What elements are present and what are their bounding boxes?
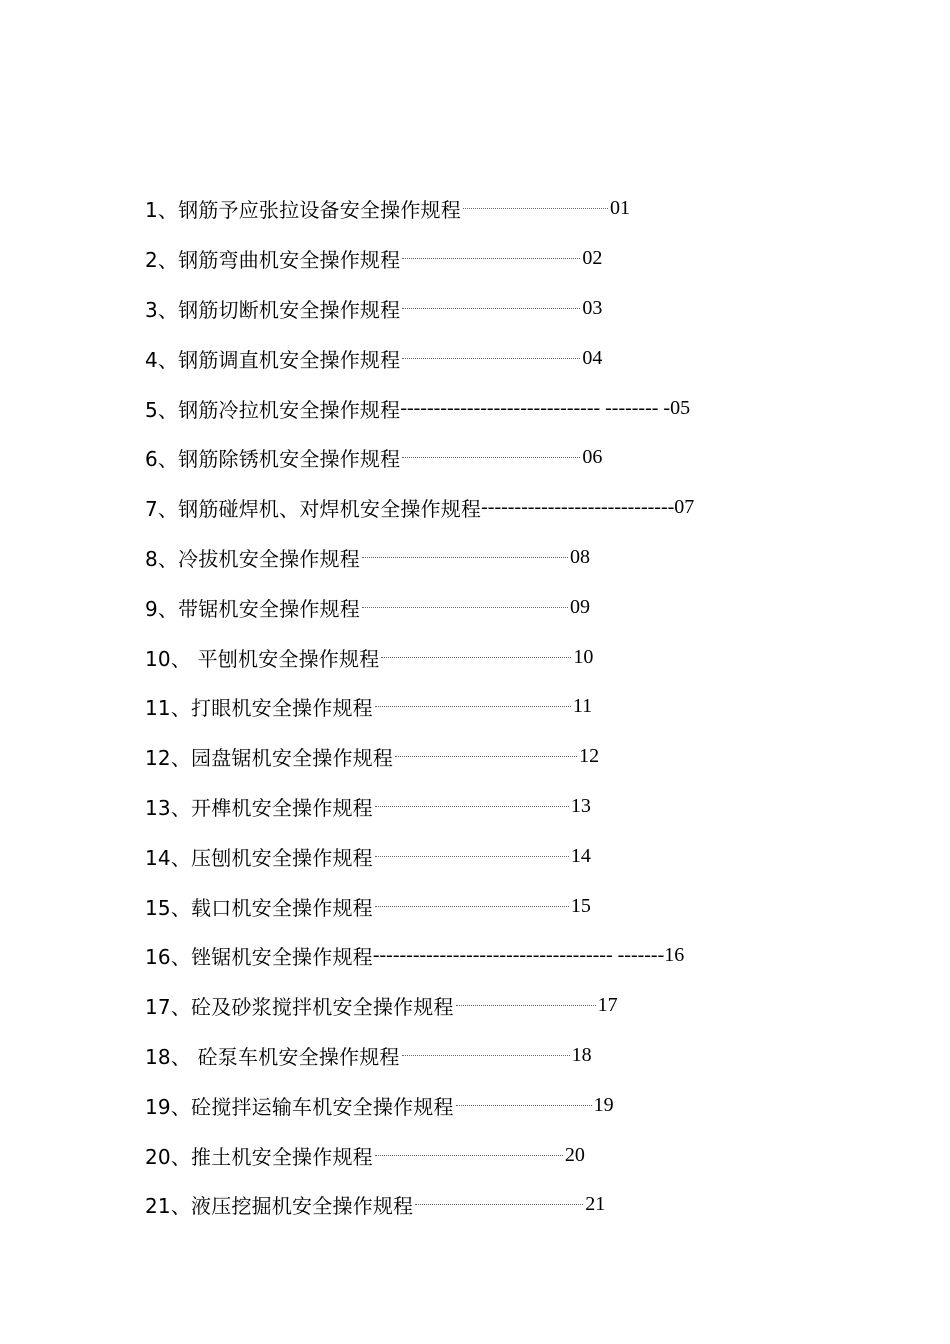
toc-entry-label: 5、钢筋冷拉机安全操作规程 [145,397,401,422]
toc-dot-leader [381,657,571,658]
toc-page-number: 03 [582,296,603,319]
toc-page-number: 13 [570,794,591,817]
toc-page-number: 20 [564,1143,585,1166]
toc-entry-label: 12、园盘锯机安全操作规程 [145,746,394,771]
toc-entry-21[interactable] [145,1180,845,1230]
toc-entry-label: 16、锉锯机安全操作规程 [145,945,373,970]
toc-entry-7[interactable] [145,483,845,533]
toc-page-number: 08 [569,545,590,568]
toc-dash-leader-page-number: ------------------------------------ -------16 [372,944,685,967]
toc-page-number: 19 [593,1093,614,1116]
toc-page-number: 02 [582,247,603,270]
toc-entry-label: 17、砼及砂浆搅拌机安全操作规程 [145,995,454,1020]
toc-entry-label: 2、钢筋弯曲机安全操作规程 [145,248,401,273]
toc-dash-leader-page-number: -----------------------------07 [481,496,695,519]
toc-entry-19[interactable] [145,1080,845,1130]
toc-entry-1[interactable] [145,184,845,234]
toc-page-number: 21 [585,1193,606,1216]
toc-page-number: 06 [582,446,603,469]
toc-entry-20[interactable] [145,1130,845,1180]
toc-entry-label: 20、推土机安全操作规程 [145,1144,373,1169]
toc-dot-leader [362,557,568,558]
toc-page-number: 09 [569,595,590,618]
toc-entry-label: 3、钢筋切断机安全操作规程 [145,297,401,322]
toc-dot-leader [402,258,580,259]
toc-dot-leader [375,1155,563,1156]
toc-entry-label: 6、钢筋除锈机安全操作规程 [145,447,401,472]
toc-page-number: 18 [571,1043,592,1066]
toc-entry-label: 8、冷拔机安全操作规程 [145,546,360,571]
toc-entry-label: 14、压刨机安全操作规程 [145,845,373,870]
toc-entry-4[interactable] [145,333,845,383]
toc-entry-label: 7、钢筋碰焊机、对焊机安全操作规程 [145,497,482,522]
toc-page-number: 10 [573,645,594,668]
toc-dot-leader [456,1105,592,1106]
toc-dot-leader [415,1204,583,1205]
toc-page-number: 12 [579,745,600,768]
toc-entry-label: 18、 砼泵车机安全操作规程 [145,1044,400,1069]
toc-page-number: 17 [597,994,618,1017]
toc-dot-leader [463,208,608,209]
toc-page-number: 14 [570,844,591,867]
toc-entry-11[interactable] [145,682,845,732]
toc-dot-leader [395,756,577,757]
toc-dot-leader [375,806,569,807]
toc-entry-6[interactable] [145,433,845,483]
toc-dot-leader [402,457,580,458]
toc-entry-10[interactable] [145,632,845,682]
toc-entry-16[interactable] [145,931,845,981]
toc-entry-14[interactable] [145,831,845,881]
toc-entry-9[interactable] [145,582,845,632]
toc-entry-8[interactable] [145,533,845,583]
toc-entry-2[interactable] [145,234,845,284]
toc-entry-15[interactable] [145,881,845,931]
toc-entry-label: 10、 平刨机安全操作规程 [145,646,380,671]
toc-dot-leader [402,308,580,309]
toc-page-number: 01 [609,197,630,220]
toc-entry-label: 13、开榫机安全操作规程 [145,795,373,820]
toc-entry-label: 21、液压挖掘机安全操作规程 [145,1194,414,1219]
toc-dot-leader [456,1005,596,1006]
toc-dot-leader [375,906,569,907]
toc-dot-leader [375,856,569,857]
toc-entry-label: 4、钢筋调直机安全操作规程 [145,347,401,372]
toc-dot-leader [402,358,580,359]
table-of-contents [145,184,845,1230]
toc-dot-leader [402,1055,570,1056]
toc-entry-label: 9、带锯机安全操作规程 [145,596,360,621]
toc-entry-label: 15、载口机安全操作规程 [145,895,373,920]
toc-entry-3[interactable] [145,284,845,334]
toc-entry-12[interactable] [145,732,845,782]
toc-entry-17[interactable] [145,981,845,1031]
toc-page-number: 15 [570,894,591,917]
toc-entry-label: 19、砼搅拌运输车机安全操作规程 [145,1094,454,1119]
toc-entry-5[interactable] [145,383,845,433]
toc-dot-leader [375,706,571,707]
toc-page-number: 04 [582,346,603,369]
toc-entry-label: 1、钢筋予应张拉设备安全操作规程 [145,198,461,223]
toc-entry-label: 11、打眼机安全操作规程 [145,696,373,721]
toc-entry-18[interactable] [145,1031,845,1081]
toc-page-number: 11 [572,695,593,718]
toc-dash-leader-page-number: ------------------------------ -------- -05 [400,396,691,419]
toc-entry-13[interactable] [145,782,845,832]
toc-dot-leader [362,607,568,608]
